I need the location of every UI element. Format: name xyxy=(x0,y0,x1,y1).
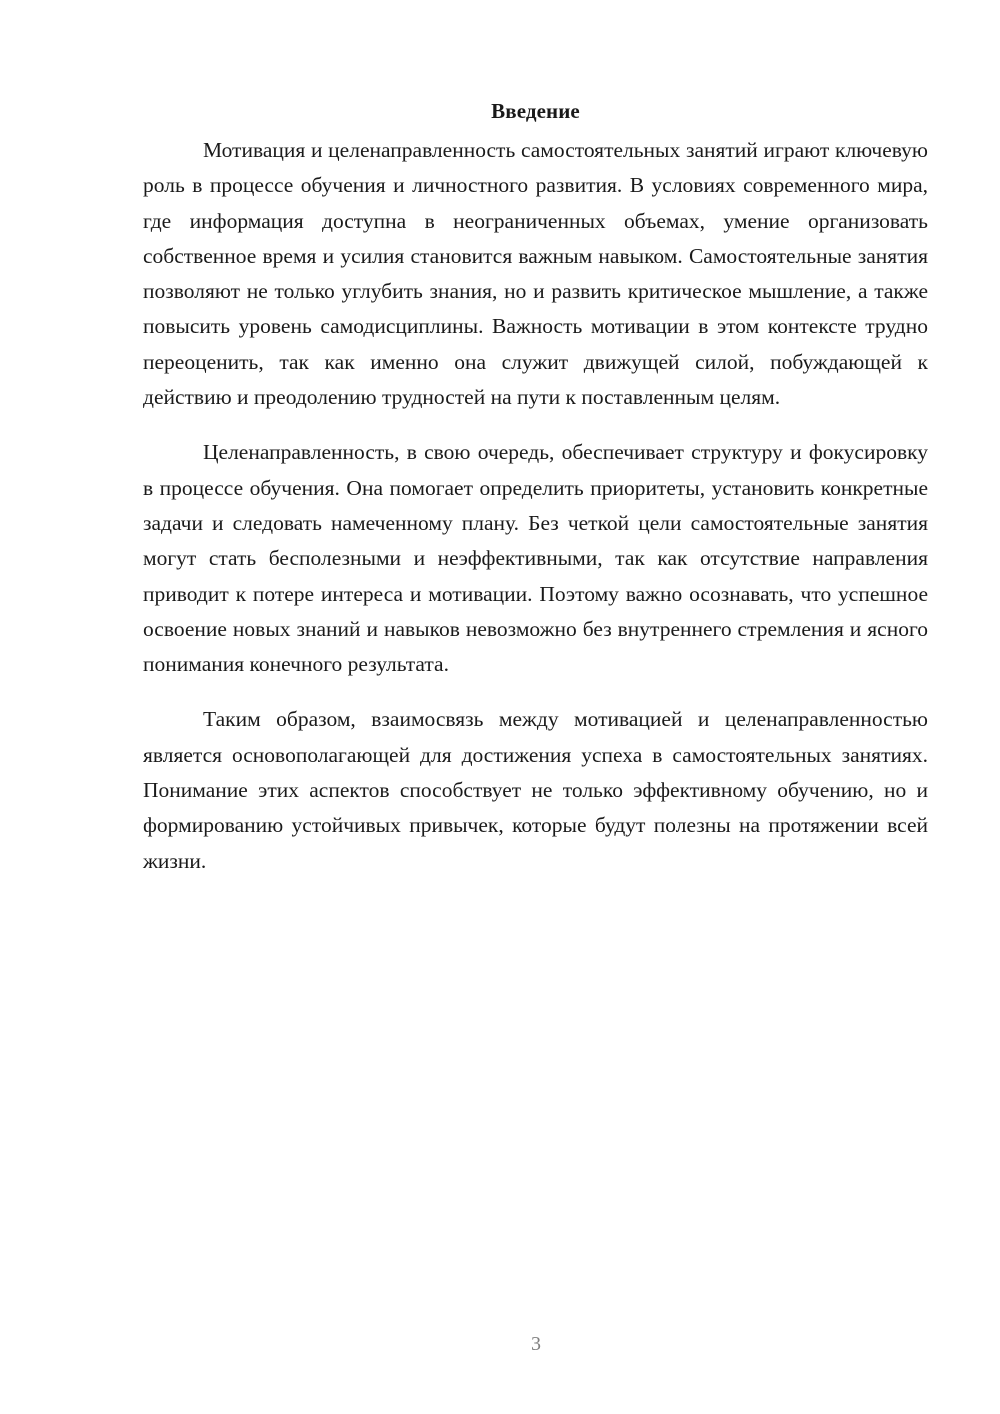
section-heading: Введение xyxy=(491,99,580,123)
page-number: 3 xyxy=(531,1333,541,1355)
paragraph-1: Мотивация и целенаправленность самостоятельных занятий играют ключевую роль в процессе обучения и личностного развития. В условиях современного мира, где информация доступна в неограниченных объемах, умение организовать собственное время и усилия становится важным навыком. Самостоятельные занятия позволяют не только углубить знания, но и развить критическое мышление, а также повысить уровень самодисциплины. Важность мотивации в этом контексте трудно переоценить, так как именно она служит движущей силой, побуждающей к действию и преодолению трудностей на пути к поставленным целям. xyxy=(143,138,928,410)
paragraph-2: Целенаправленность, в свою очередь, обеспечивает структуру и фокусировку в процессе обучения. Она помогает определить приоритеты, установить конкретные задачи и следовать намеченному плану. Без четкой цели самостоятельные занятия могут стать бесполезными и неэффективными, так как отсутствие направления приводит к потере интереса и мотивации. Поэтому важно осознавать, что успешное освоение новых знаний и навыков невозможно без внутреннего стремления и ясного понимания конечного результата. xyxy=(143,440,928,677)
page-content xyxy=(143,94,928,899)
paragraph-3: Таким образом, взаимосвязь между мотивацией и целенаправленностью является основополагающей для достижения успеха в самостоятельных занятиях. Понимание этих аспектов способствует не только эффективному обучению, но и формированию устойчивых привычек, которые будут полезны на протяжении всей жизни. xyxy=(143,707,928,873)
